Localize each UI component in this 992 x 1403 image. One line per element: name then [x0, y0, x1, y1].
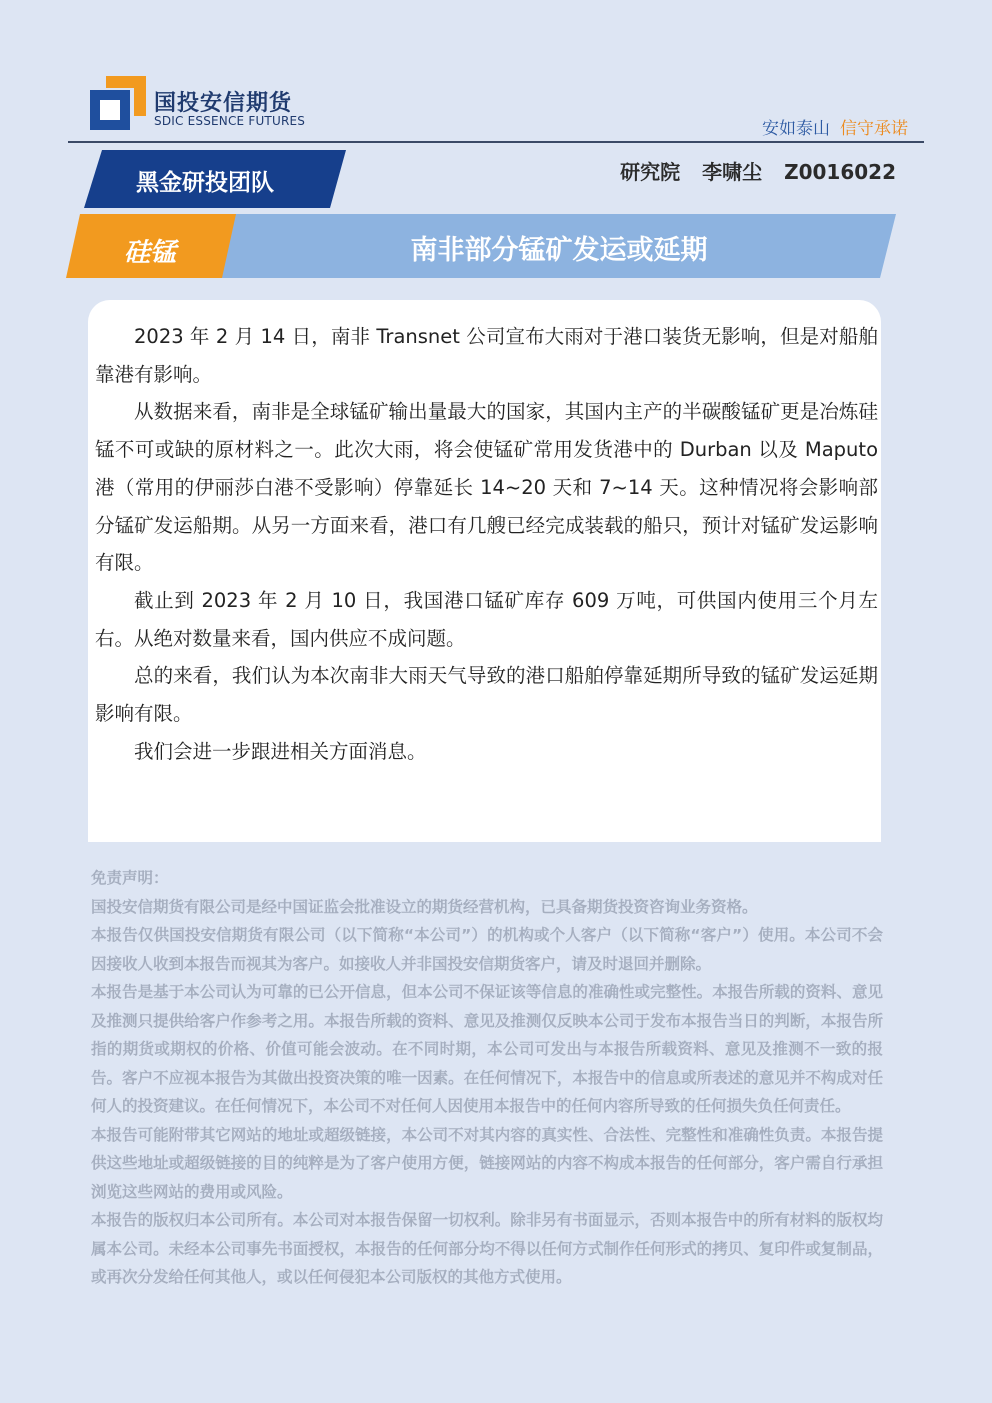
disclaimer-line-4: 本报告可能附带其它网站的地址或超级链接，本公司不对其内容的真实性、合法性、完整性和准确性负责。本报告提供这些地址或超级链接的目的纯粹是为了客户使用方便，链接网站的内容不构成本报告的任何部分，客户需自行承担浏览这些网站的费用或风险。: [91, 1125, 883, 1201]
body-paragraph-4: 总的来看，我们认为本次南非大雨天气导致的港口船舶停靠延期所导致的锰矿发运延期影响有限。: [95, 664, 878, 726]
header-divider: [68, 141, 924, 143]
qualification-code: Z0016022: [784, 160, 896, 184]
report-category: 硅锰: [124, 238, 177, 268]
logo-english-name: SDIC ESSENCE FUTURES: [154, 114, 306, 128]
disclaimer-line-3: 本报告是基于本公司认为可靠的已公开信息，但本公司不保证该等信息的准确性或完整性。本报告所载的资料、意见及推测只提供给客户作参考之用。本报告所载的资料、意见及推测仅反映本公司于发布本报告当日的判断，本报告所指的期货或期权的价格、价值可能会波动。在不同时期，本公司可发出与本报告所载资料、意见及推测不一致的报告。客户不应视本报告为其做出投资决策的唯一因素。在任何情况下，本报告中的信息或所表述的意见并不构成对任何人的投资建议。在任何情况下，本公司不对任何人因使用本报告中的任何内容所导致的任何损失负任何责任。: [91, 983, 883, 1115]
disclaimer-line-2: 本报告仅供国投安信期货有限公司（以下简称“本公司”）的机构或个人客户（以下简称“客户”）使用。本公司不会因接收人收到本报告而视其为客户。如接收人并非国投安信期货客户，请及时退回并删除。: [91, 926, 883, 973]
report-body: [95, 318, 878, 770]
author-line: [620, 156, 896, 185]
slogan-part-2: 信守承诺: [840, 119, 908, 139]
body-paragraph-2: 从数据来看，南非是全球锰矿输出量最大的国家，其国内主产的半碳酸锰矿更是冶炼硅锰不可或缺的原材料之一。此次大雨，将会使锰矿常用发货港中的 Durban 以及 Maputo 港（常用的伊丽莎白港不受影响）停靠延长 14~20 天和 7~14 天。这种情况将会影响部分锰矿发运船期。从另一方面来看，港口有几艘已经完成装载的船只，预计对锰矿发运影响有限。: [95, 400, 878, 575]
disclaimer: [91, 864, 883, 1292]
report-title: 南非部分锰矿发运或延期: [410, 235, 708, 266]
disclaimer-line-5: 本报告的版权归本公司所有。本公司对本报告保留一切权利。除非另有书面显示，否则本报告中的所有材料的版权均属本公司。未经本公司事先书面授权，本报告的任何部分均不得以任何方式制作任何形式的拷贝、复印件或复制品，或再次分发给任何其他人，或以任何侵犯本公司版权的其他方式使用。: [91, 1211, 883, 1286]
department: 研究院: [620, 160, 681, 184]
slogan-part-1: 安如泰山: [762, 119, 830, 139]
disclaimer-line-1: 国投安信期货有限公司是经中国证监会批准设立的期货经营机构，已具备期货投资咨询业务资格。: [91, 897, 758, 916]
company-logo: [90, 76, 320, 132]
logo-mark-icon: [90, 76, 146, 130]
body-paragraph-5: 我们会进一步跟进相关方面消息。: [134, 739, 427, 763]
body-paragraph-3: 截止到 2023 年 2 月 10 日，我国港口锰矿库存 609 万吨，可供国内使用三个月左右。从绝对数量来看，国内供应不成问题。: [95, 588, 878, 650]
author-name: 李啸尘: [702, 160, 763, 184]
slogan: [762, 114, 908, 139]
team-banner: [84, 150, 346, 208]
team-name: 黑金研投团队: [136, 170, 274, 196]
body-paragraph-1: 2023 年 2 月 14 日，南非 Transnet 公司宣布大雨对于港口装货无影响，但是对船舶靠港有影响。: [95, 325, 878, 386]
logo-chinese-name: 国投安信期货: [154, 91, 293, 116]
disclaimer-heading: 免责声明：: [91, 869, 169, 887]
